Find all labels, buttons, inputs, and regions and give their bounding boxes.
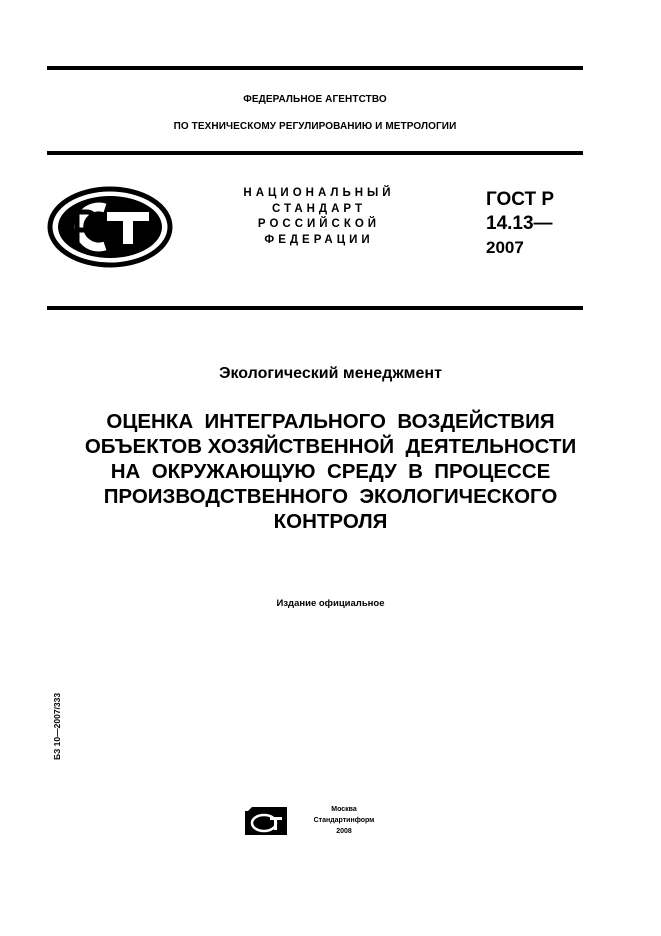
standard-code-line: 2007: [486, 238, 524, 257]
standard-type-line: РОССИЙСКОЙ: [257, 218, 381, 230]
document-title: [0, 409, 661, 534]
standartinform-logo-icon: [244, 806, 288, 836]
title-line: ОБЪЕКТОВ ХОЗЯЙСТВЕННОЙ ДЕЯТЕЛЬНОСТИ: [84, 435, 577, 458]
header-rule: [47, 151, 583, 155]
standard-type-line: НАЦИОНАЛЬНЫЙ: [243, 187, 395, 199]
standard-code-line: ГОСТ Р: [486, 189, 555, 210]
standard-type-line: ФЕДЕРАЦИИ: [264, 233, 374, 246]
publisher-year: 2008: [336, 828, 352, 835]
standard-rule: [47, 306, 583, 310]
standard-type-line: СТАНДАРТ: [272, 202, 366, 215]
agency-line-1: ФЕДЕРАЛЬНОЕ АГЕНТСТВО: [243, 94, 387, 105]
publisher-info: [296, 804, 392, 837]
title-line: ОЦЕНКА ИНТЕГРАЛЬНОГО ВОЗДЕЙСТВИЯ: [106, 410, 555, 433]
standard-code: [486, 188, 554, 260]
national-standard-label: [224, 186, 414, 248]
top-rule: [47, 66, 583, 70]
standard-code-line: 14.13—: [486, 213, 553, 234]
title-line: НА ОКРУЖАЮЩУЮ СРЕДУ В ПРОЦЕССЕ: [110, 460, 551, 483]
agency-line-2: ПО ТЕХНИЧЕСКОМУ РЕГУЛИРОВАНИЮ И МЕТРОЛОГИИ: [173, 121, 457, 132]
title-line: ПРОИЗВОДСТВЕННОГО ЭКОЛОГИЧЕСКОГО: [103, 485, 558, 508]
publisher-name: Стандартинформ: [313, 817, 375, 824]
title-line: КОНТРОЛЯ: [273, 510, 388, 533]
document-subtitle: Экологический менеджмент: [219, 365, 442, 382]
rst-certification-logo-icon: [47, 186, 173, 268]
edition-label: Издание официальное: [276, 598, 385, 609]
publisher-city: Москва: [331, 806, 357, 813]
side-code: БЗ 10—2007/333: [52, 692, 62, 760]
